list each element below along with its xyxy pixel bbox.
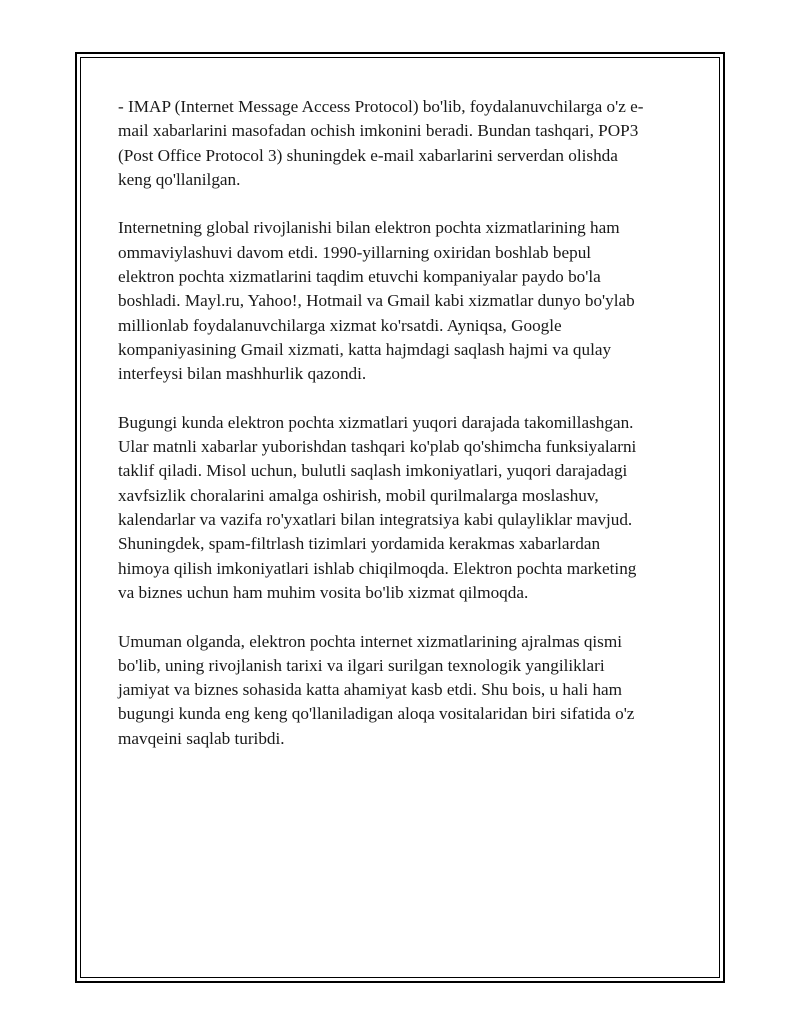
paragraph-global-development xyxy=(118,216,686,386)
text-line: Umuman olganda, elektron pochta internet xizmatlarining ajralmas qismi xyxy=(118,631,623,651)
text-line: bugungi kunda eng keng qo'llaniladigan aloqa vositalaridan biri sifatida o'z xyxy=(118,704,635,724)
text-line: keng qo'llanilgan. xyxy=(118,169,241,189)
paragraph-conclusion xyxy=(118,630,686,751)
text-line: boshladi. Mayl.ru, Yahoo!, Hotmail va Gmail kabi xizmatlar dunyo bo'ylab xyxy=(118,291,635,311)
text-line: taklif qiladi. Misol uchun, bulutli saqlash imkoniyatlari, yuqori darajadagi xyxy=(118,461,628,481)
text-line: millionlab foydalanuvchilarga xizmat ko'rsatdi. Ayniqsa, Google xyxy=(118,315,562,335)
text-line: Ular matnli xabarlar yuborishdan tashqari ko'plab qo'shimcha funksiyalarni xyxy=(118,437,637,457)
text-line: va biznes uchun ham muhim vosita bo'lib xizmat qilmoqda. xyxy=(118,582,529,602)
text-line: elektron pochta xizmatlarini taqdim etuvchi kompaniyalar paydo bo'la xyxy=(118,267,601,287)
text-line: himoya qilish imkoniyatlari ishlab chiqilmoqda. Elektron pochta marketing xyxy=(118,558,637,578)
text-line: kompaniyasining Gmail xizmati, katta hajmdagi saqlash hajmi va qulay xyxy=(118,339,612,359)
text-line: interfeysi bilan mashhurlik qazondi. xyxy=(118,364,367,384)
text-line: Shuningdek, spam-filtrlash tizimlari yordamida kerakmas xabarlardan xyxy=(118,534,601,554)
text-line: xavfsizlik choralarini amalga oshirish, mobil qurilmalarga moslashuv, xyxy=(118,485,599,505)
text-line: Bugungi kunda elektron pochta xizmatlari yuqori darajada takomillashgan. xyxy=(118,412,634,432)
document-body xyxy=(118,95,686,775)
text-line: - IMAP (Internet Message Access Protocol) bo'lib, foydalanuvchilarga o'z e- xyxy=(118,97,644,116)
paragraph-imap-pop3 xyxy=(118,95,686,192)
text-line: kalendarlar va vazifa ro'yxatlari bilan integratsiya kabi qulayliklar mavjud. xyxy=(118,510,633,530)
text-line: jamiyat va biznes sohasida katta ahamiyat kasb etdi. Shu bois, u hali ham xyxy=(118,680,623,700)
text-line: (Post Office Protocol 3) shuningdek e-mail xabarlarini serverdan olishda xyxy=(118,145,618,165)
text-line: mavqeini saqlab turibdi. xyxy=(118,728,285,748)
text-line: bo'lib, uning rivojlanish tarixi va ilgari surilgan texnologik yangiliklari xyxy=(118,655,605,675)
paragraph-modern-services xyxy=(118,411,686,605)
text-line: Internetning global rivojlanishi bilan elektron pochta xizmatlarining ham xyxy=(118,218,620,238)
text-line: mail xabarlarini masofadan ochish imkonini beradi. Bundan tashqari, POP3 xyxy=(118,121,639,141)
text-line: ommaviylashuvi davom etdi. 1990-yillarning oxiridan boshlab bepul xyxy=(118,242,592,262)
